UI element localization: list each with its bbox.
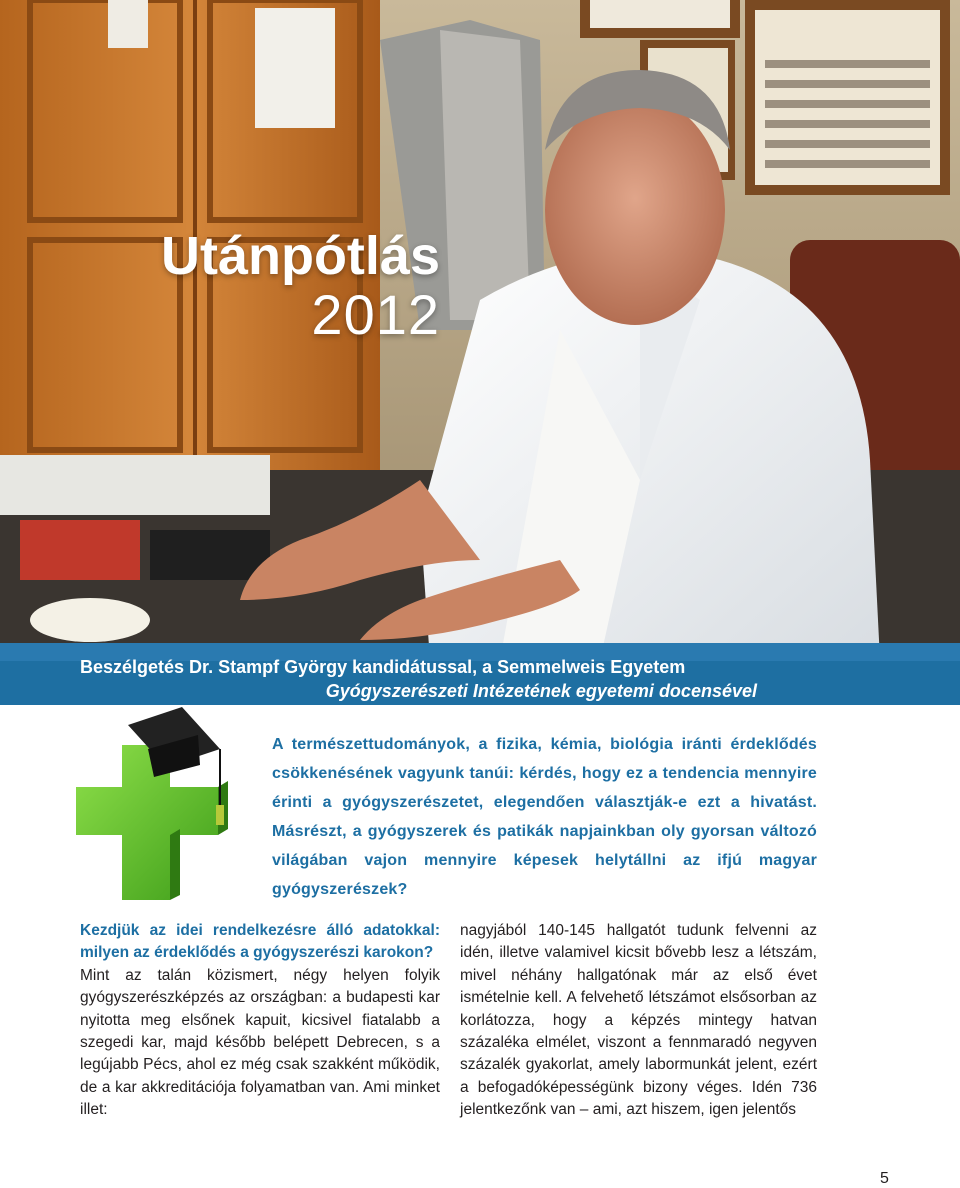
interview-answer: Mint az talán közismert, négy helyen folyik gyógyszerészképzés az országban: a budapesti kar nyitotta meg elsőnek kapuit, kicsivel fiatalabb a szegedi kar, majd később belépett Debrecen, s a legújabb Pécs, ahol ez még csak szakként működik, de a kar akkreditációja folyamatban van. Ami minket illet:	[80, 966, 440, 1119]
right-column	[460, 920, 817, 1122]
interview-question: Kezdjük az idei rendelkezésre álló adatokkal: milyen az érdeklődés a gyógyszerészi karokon?	[80, 922, 440, 962]
article-title-year: 2012	[311, 283, 440, 346]
pharmacy-cross-icon	[70, 705, 240, 905]
left-column	[80, 920, 440, 1122]
subtitle-line-1: Beszélgetés Dr. Stampf György kandidátussal, a Semmelweis Egyetem	[80, 657, 686, 677]
article-title	[80, 226, 440, 344]
subtitle-line-2: Gyógyszerészeti Intézetének egyetemi docensével	[325, 681, 757, 701]
subtitle	[80, 655, 757, 703]
interview-answer-continued: nagyjából 140-145 hallgatót tudunk felvenni az idén, illetve valamivel kicsit bővebb lesz a létszám, mivel néhány hallgatónak már az első évet ismételnie kell. A felvehető létszámot elsősorban az korlátozza, hogy a képzés mintegy hatvan százaléka elmélet, viszont a fennmaradó negyven százalék gyakorlat, amely labormunkát jelent, ezért a befogadóképességünk bizony véges. Idén 736 jelentkezőnk van – ami, azt hiszem, igen jelentős	[460, 922, 817, 1119]
page-number: 5	[880, 1170, 889, 1187]
lead-paragraph: A természettudományok, a fizika, kémia, biológia iránti érdeklődés csökkenésének vagyunk tanúi: kérdés, hogy ez a tendencia mennyire érinti a gyógyszerészetet, elegendően választják-e ezt a hivatást. Másrészt, a gyógyszerek és patikák napjainkban oly gyorsan változó világában vajon mennyire képesek helytállni az ifjú magyar gyógyszerészek?	[272, 736, 817, 898]
article-title-main: Utánpótlás	[160, 226, 440, 286]
